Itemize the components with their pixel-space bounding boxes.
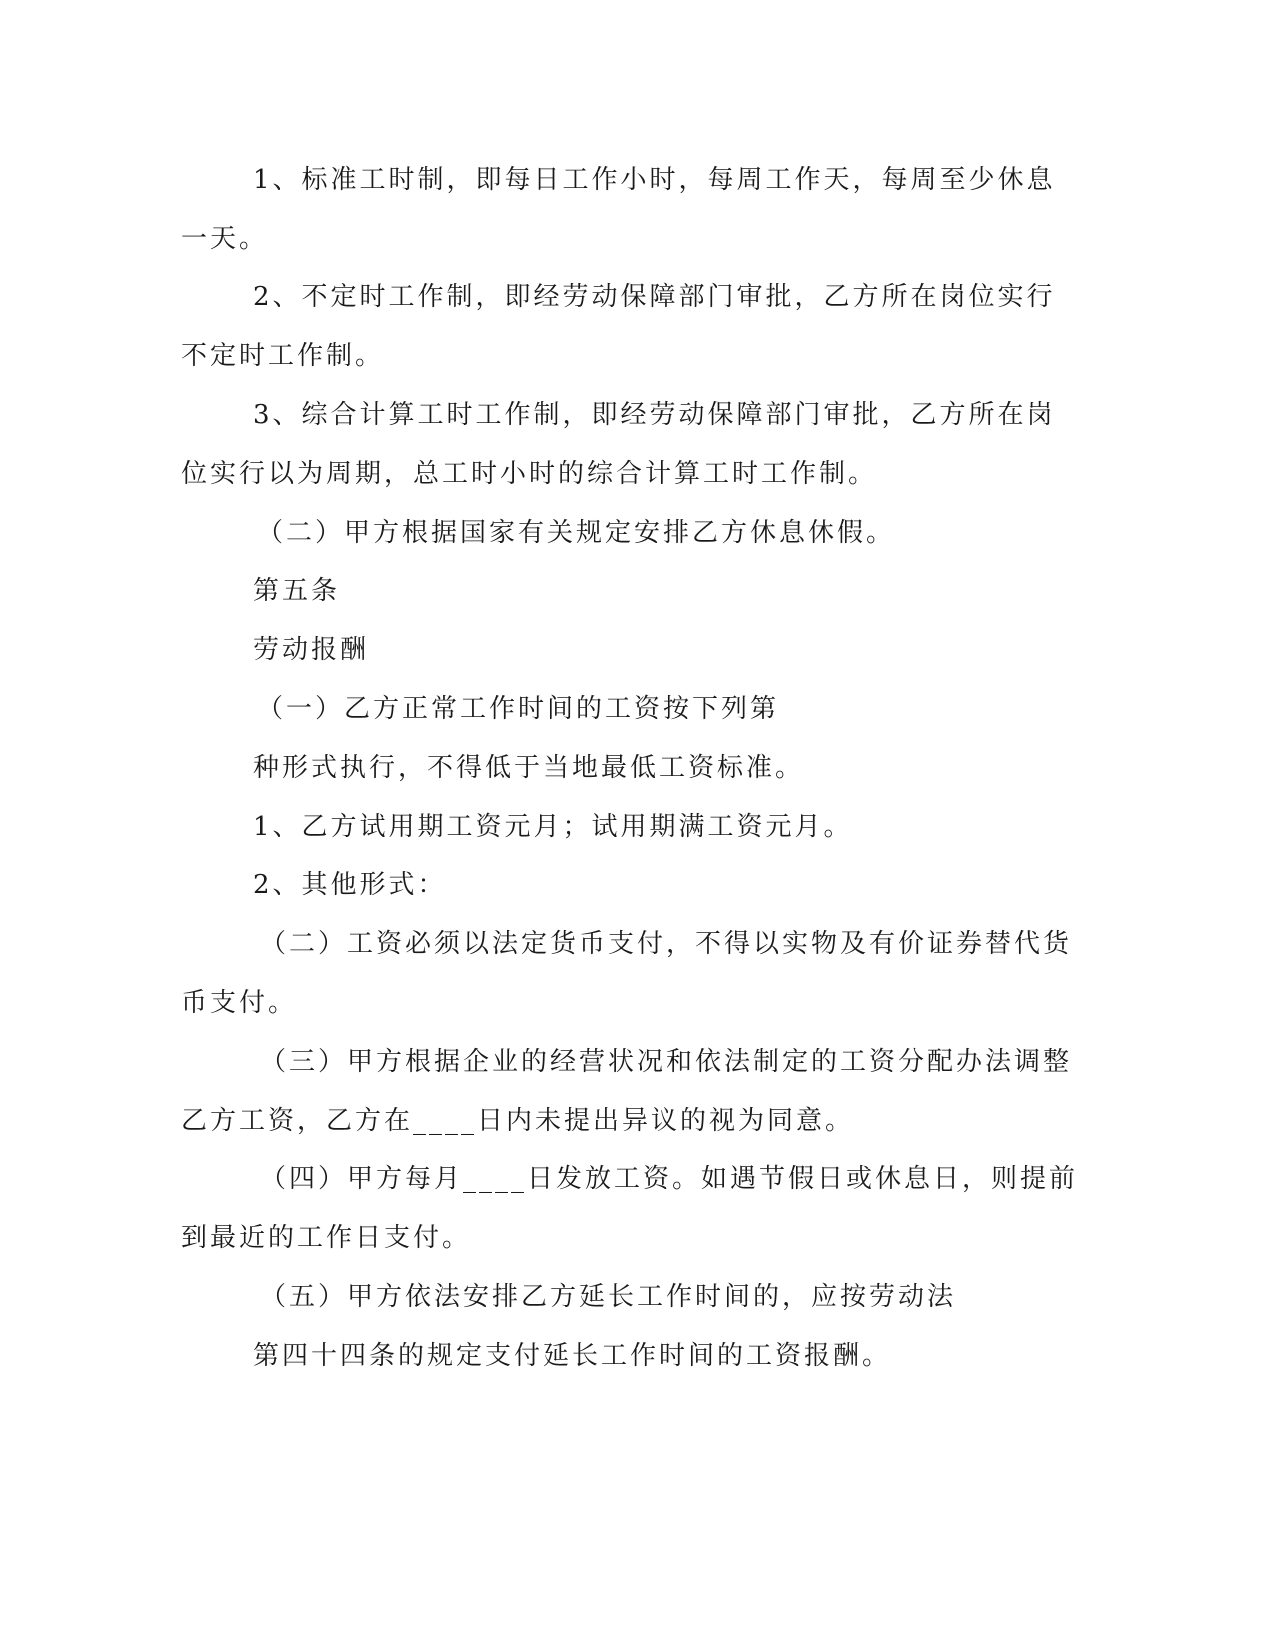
text-line-overtime-cont: 第四十四条的规定支付延长工作时间的工资报酬。 [253, 1341, 892, 1371]
text-line-standard-hours: 1、标准工时制，即每日工作小时，每周工作天，每周至少休息 [253, 165, 1056, 195]
text-line-wage-adjustment-cont: 乙方工资，乙方在____日内未提出异议的视为同意。 [181, 1106, 855, 1136]
text-line-currency-payment-cont: 币支付。 [181, 988, 298, 1018]
text-line-payday: （四）甲方每月____日发放工资。如遇节假日或休息日，则提前 [260, 1164, 1079, 1194]
text-line-wage-form: （一）乙方正常工作时间的工资按下列第 [257, 694, 780, 724]
text-line-wage-adjustment: （三）甲方根据企业的经营状况和依法制定的工资分配办法调整 [260, 1047, 1073, 1077]
text-line-flexible-hours-cont: 不定时工作制。 [181, 341, 385, 371]
text-line-comprehensive-hours-cont: 位实行以为周期，总工时小时的综合计算工时工作制。 [181, 459, 878, 489]
article-number: 第五条 [253, 576, 341, 606]
text-line-other-forms: 2、其他形式： [253, 870, 447, 900]
article-title: 劳动报酬 [253, 635, 370, 665]
text-line-comprehensive-hours: 3、综合计算工时工作制，即经劳动保障部门审批，乙方所在岗 [253, 400, 1056, 430]
text-line-standard-hours-cont: 一天。 [181, 224, 269, 254]
text-line-payday-cont: 到最近的工作日支付。 [181, 1223, 472, 1253]
text-line-rest-leave: （二）甲方根据国家有关规定安排乙方休息休假。 [257, 518, 896, 548]
text-line-wage-form-cont: 种形式执行，不得低于当地最低工资标准。 [253, 753, 805, 783]
text-line-probation-wage: 1、乙方试用期工资元月；试用期满工资元月。 [253, 812, 853, 842]
text-line-overtime: （五）甲方依法安排乙方延长工作时间的，应按劳动法 [260, 1282, 957, 1312]
text-line-currency-payment: （二）工资必须以法定货币支付，不得以实物及有价证券替代货 [260, 929, 1073, 959]
text-line-flexible-hours: 2、不定时工作制，即经劳动保障部门审批，乙方所在岗位实行 [253, 282, 1056, 312]
